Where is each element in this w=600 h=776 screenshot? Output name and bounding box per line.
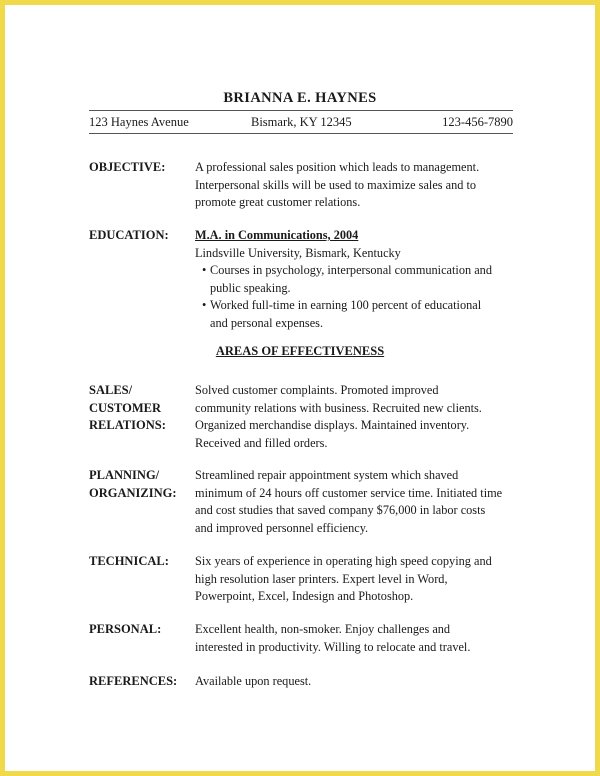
resume-page (5, 5, 595, 771)
header-top-rule (89, 110, 513, 111)
education-school: Lindsville University, Bismark, Kentucky (195, 245, 401, 260)
contact-city: Bismark, KY 12345 (251, 115, 352, 129)
contact-address: 123 Haynes Avenue (89, 115, 189, 129)
objective-text: A professional sales position which leads to management. Interpersonal skills will be used to maximize sales and to promote great customer relations. (195, 160, 480, 209)
education-section (195, 227, 495, 332)
objective-section (195, 159, 520, 212)
education-bullets (195, 262, 495, 332)
personal-text: Excellent health, non-smoker. Enjoy challenges and interested in productivity. Willing to relocate and travel. (195, 622, 471, 654)
planning-label-line: PLANNING/ (89, 468, 160, 482)
sales-section (195, 382, 495, 452)
references-label: REFERENCES: (89, 674, 178, 688)
header-bottom-rule (89, 133, 513, 134)
planning-section (195, 467, 505, 537)
sales-label-line: CUSTOMER (89, 400, 162, 415)
education-degree: M.A. in Communications, 2004 (195, 228, 359, 242)
sales-text: Solved customer complaints. Promoted improved community relations with business. Recruited new clients. Organized merchandise displays. Maintained inventory. Received and filled orders. (195, 383, 482, 450)
contact-line (89, 115, 513, 131)
technical-label: TECHNICAL: (89, 554, 169, 568)
planning-text: Streamlined repair appointment system which shaved minimum of 24 hours off customer service time. Initiated time and cost studies that saved company $76,000 in labor costs and improved personnel efficiency. (195, 468, 503, 535)
personal-section (195, 621, 495, 656)
references-section (195, 673, 520, 691)
planning-label-line: ORGANIZING: (89, 485, 177, 500)
objective-label: OBJECTIVE: (89, 160, 166, 174)
sales-label (89, 382, 189, 435)
education-bullet: • Courses in psychology, interpersonal communication and public speaking. (195, 262, 495, 297)
education-label: EDUCATION: (89, 228, 169, 242)
references-text: Available upon request. (195, 674, 312, 688)
technical-section (195, 553, 505, 606)
sales-label-line: SALES/ (89, 383, 133, 397)
planning-label (89, 467, 189, 502)
sales-label-line: RELATIONS: (89, 418, 166, 432)
candidate-name: BRIANNA E. HAYNES (223, 90, 377, 106)
education-bullet: • Worked full-time in earning 100 percent of educational and personal expenses. (195, 297, 495, 332)
contact-phone: 123-456-7890 (442, 115, 513, 129)
personal-label: PERSONAL: (89, 622, 162, 636)
technical-text: Six years of experience in operating high speed copying and high resolution laser printers. Expert level in Word, Powerpoint, Excel, Indesign and Photoshop. (195, 554, 492, 603)
areas-of-effectiveness-heading: AREAS OF EFFECTIVENESS (215, 344, 385, 358)
